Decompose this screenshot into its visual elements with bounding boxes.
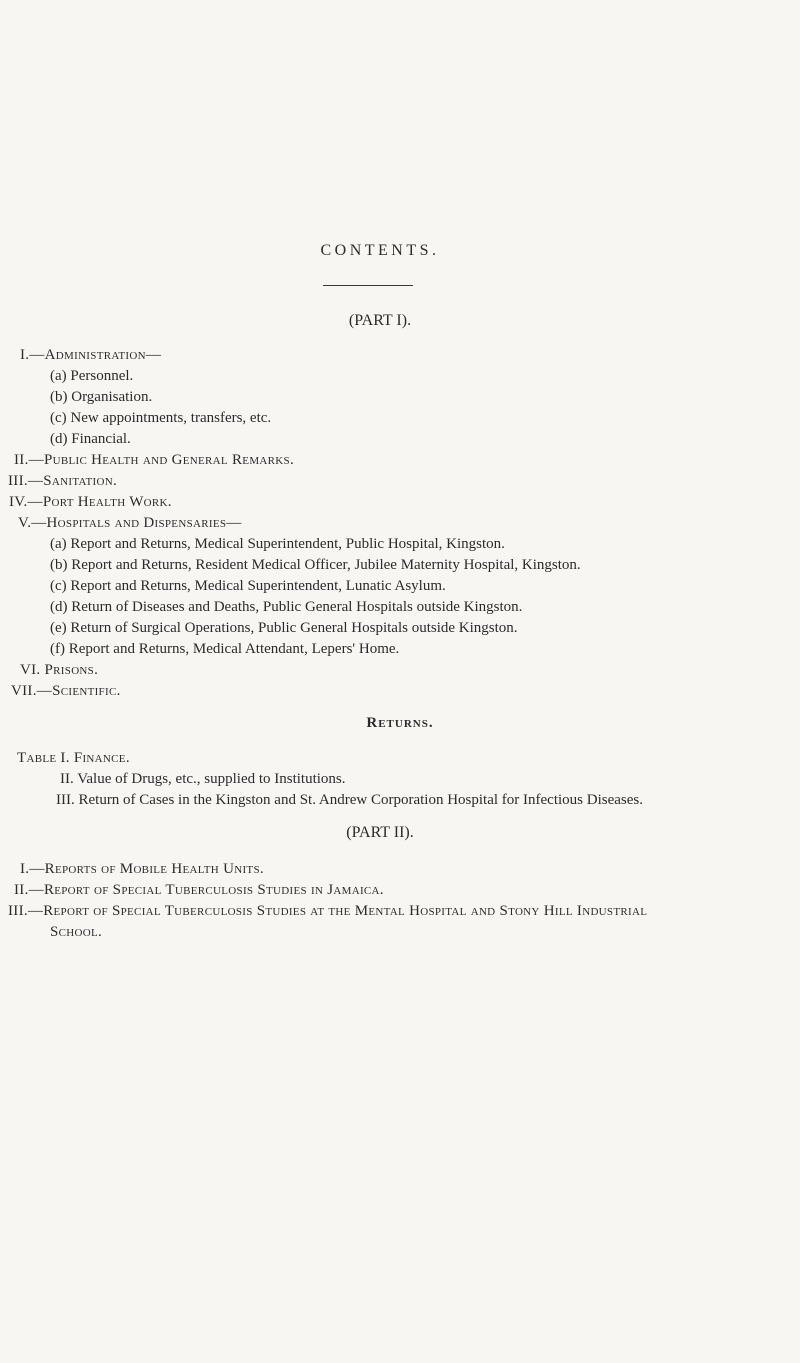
part-2-section-3: III.—Report of Special Tuberculosis Studies at the Mental Hospital and Stony Hill Industrial bbox=[8, 903, 648, 919]
section-2-public-health: II.—Public Health and General Remarks. bbox=[14, 452, 294, 468]
section-3-sanitation: III.—Sanitation. bbox=[8, 473, 118, 489]
subsection-f-lepers-home: (f) Report and Returns, Medical Attendant, Lepers' Home. bbox=[50, 641, 400, 657]
subsection-d-diseases-deaths: (d) Return of Diseases and Deaths, Public General Hospitals outside Kingston. bbox=[50, 599, 523, 615]
returns-heading: Returns. bbox=[366, 715, 434, 731]
part-1-heading: (PART I). bbox=[348, 312, 412, 329]
subsection-c-appointments: (c) New appointments, transfers, etc. bbox=[50, 410, 272, 426]
subsection-b-jubilee-maternity: (b) Report and Returns, Resident Medical Officer, Jubilee Maternity Hospital, Kingston. bbox=[50, 557, 581, 573]
part-2-section-2: II.—Report of Special Tuberculosis Studies in Jamaica. bbox=[14, 882, 384, 898]
table-3-infectious-diseases: III. Return of Cases in the Kingston and St. Andrew Corporation Hospital for Infectious Diseases. bbox=[56, 792, 643, 808]
section-4-port-health: IV.—Port Health Work. bbox=[9, 494, 172, 510]
section-1-administration: I.—Administration— bbox=[20, 347, 162, 363]
subsection-d-financial: (d) Financial. bbox=[50, 431, 131, 447]
section-5-hospitals: V.—Hospitals and Dispensaries— bbox=[18, 515, 242, 531]
subsection-a-public-hospital: (a) Report and Returns, Medical Superintendent, Public Hospital, Kingston. bbox=[50, 536, 505, 552]
title-divider bbox=[323, 285, 413, 286]
part-2-heading: (PART II). bbox=[346, 824, 414, 841]
table-1-finance: Table I. Finance. bbox=[17, 750, 130, 766]
section-7-scientific: VII.—Scientific. bbox=[11, 683, 121, 699]
subsection-c-lunatic-asylum: (c) Report and Returns, Medical Superintendent, Lunatic Asylum. bbox=[50, 578, 446, 594]
part-2-section-3-continued: School. bbox=[50, 924, 103, 940]
part-2-section-1: I.—Reports of Mobile Health Units. bbox=[20, 861, 264, 877]
subsection-b-organisation: (b) Organisation. bbox=[50, 389, 153, 405]
subsection-a-personnel: (a) Personnel. bbox=[50, 368, 134, 384]
page-title: CONTENTS. bbox=[320, 242, 440, 259]
table-2-drugs: II. Value of Drugs, etc., supplied to Institutions. bbox=[60, 771, 346, 787]
section-6-prisons: VI. Prisons. bbox=[20, 662, 99, 678]
subsection-e-surgical-operations: (e) Return of Surgical Operations, Public General Hospitals outside Kingston. bbox=[50, 620, 518, 636]
